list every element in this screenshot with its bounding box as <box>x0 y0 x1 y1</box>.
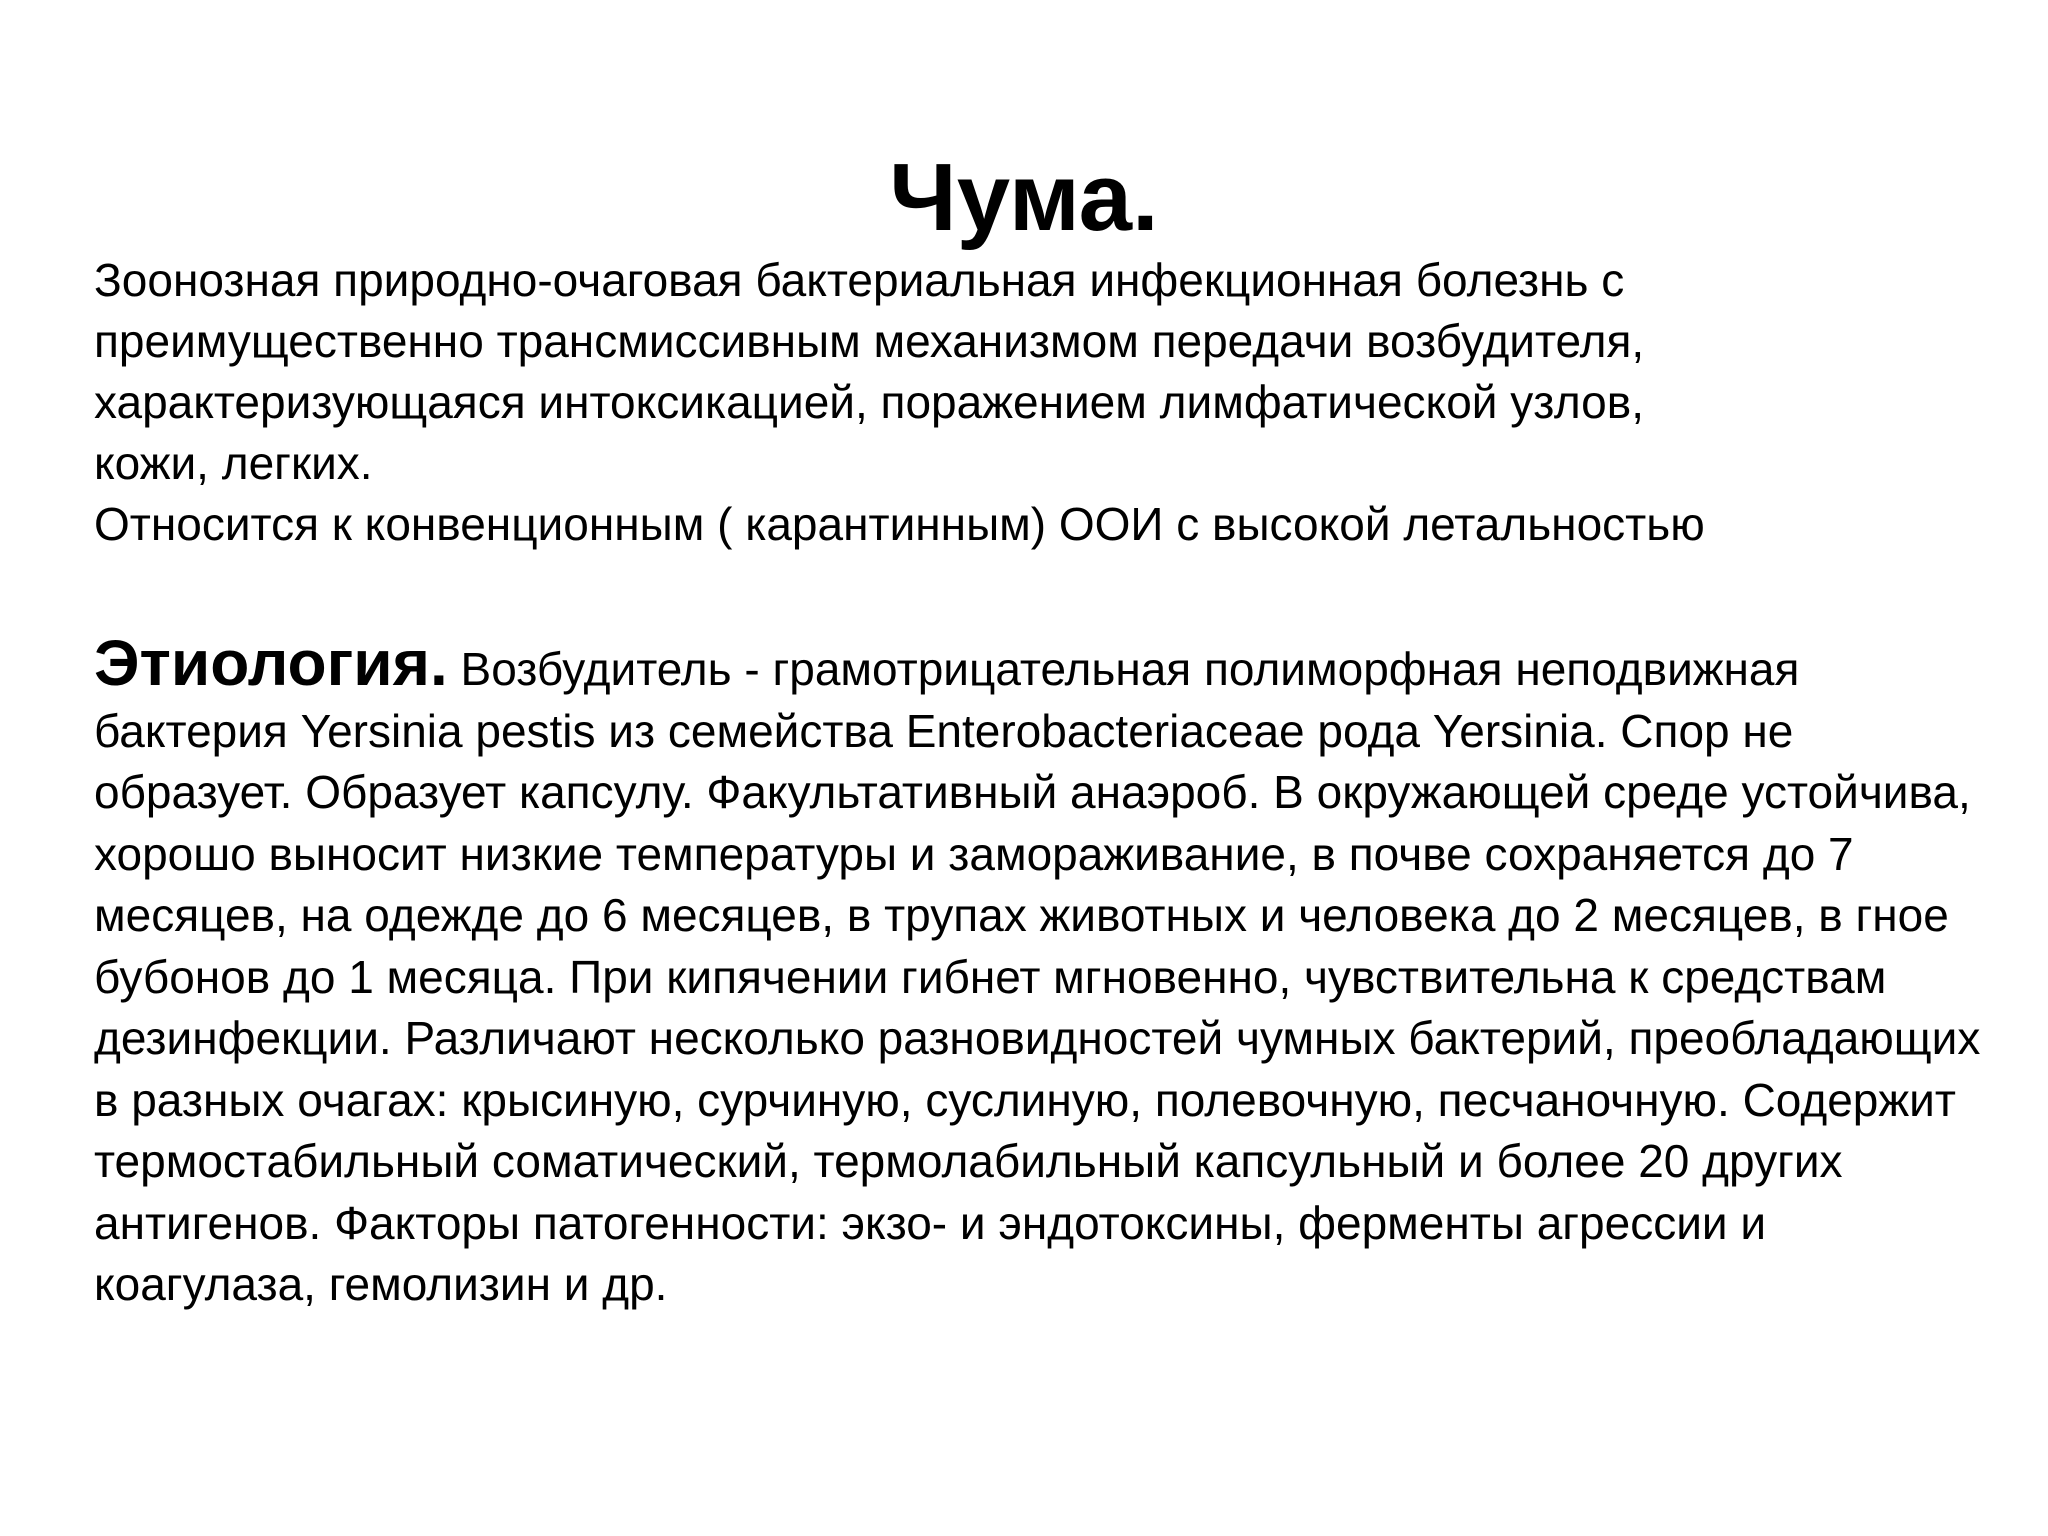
etiology-heading: Этиология. <box>94 627 448 699</box>
definition-line: Зоонозная природно-очаговая бактериальная инфекционная болезнь с <box>94 254 1625 306</box>
etiology-paragraph <box>94 627 1984 1316</box>
etiology-text: Возбудитель - грамотрицательная полиморфная неподвижная бактерия Yersinia pestis из семейства Enterobacteriaceae рода Yersinia. Спор не образует. Образует капсулу. Факультативный анаэроб. В окружающей среде устойчива, хорошо выносит низкие температуры и замораживание, в почве сохраняется до 7 месяцев, на одежде до 6 месяцев, в трупах животных и человека до 2 месяцев, в гное бубонов до 1 месяца. При кипячении гибнет мгновенно, чувствительна к средствам дезинфекции. Различают несколько разновидностей чумных бактерий, преобладающих в разных очагах: крысиную, сурчиную, суслиную, полевочную, песчаночную. Содержит термостабильный соматический, термолабильный капсульный и более 20 других антигенов. Факторы патогенности: экзо- и эндотоксины, ферменты агрессии и коагулаза, гемолизин и др. <box>94 643 1981 1310</box>
definition-block <box>94 250 1984 555</box>
definition-line: преимущественно трансмиссивным механизмом передачи возбудителя, <box>94 315 1645 367</box>
definition-line: кожи, легких. <box>94 437 373 489</box>
classification-line: Относится к конвенционным ( карантинным) ООИ с высокой летальностью <box>94 498 1705 550</box>
definition-line: характеризующаяся интоксикацией, поражением лимфатической узлов, <box>94 376 1644 428</box>
slide-title: Чума. <box>889 144 1159 251</box>
